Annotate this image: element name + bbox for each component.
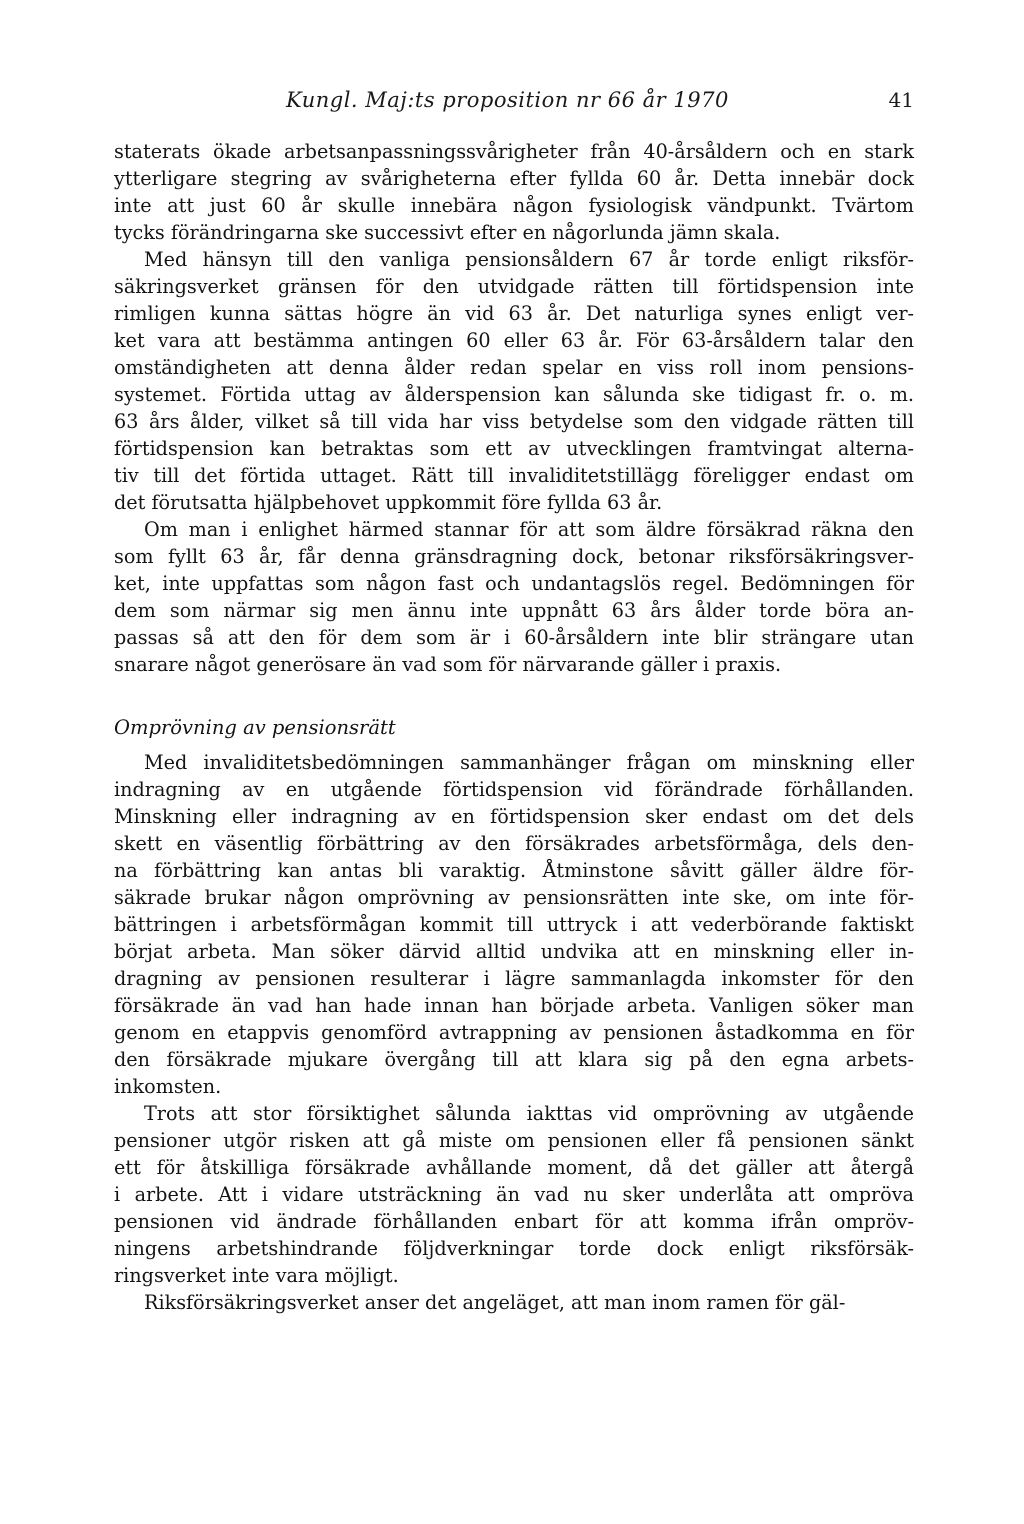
text-line: ytterligare stegring av svårigheterna efter fyllda 60 år. Detta innebär dock (114, 167, 914, 190)
bottom-section (114, 749, 914, 1316)
text-line: pensioner utgör risken att gå miste om pensionen eller få pensionen sänkt (114, 1129, 914, 1152)
text-line: staterats ökade arbetsanpassningssvårigheter från 40-årsåldern och en stark (114, 140, 914, 163)
text-line: rimligen kunna sättas högre än vid 63 år. Det naturliga synes enligt ver- (114, 302, 914, 325)
text-line: snarare något generösare än vad som för närvarande gäller i praxis. (114, 653, 782, 676)
text-line: ket, inte uppfattas som någon fast och undantagslös regel. Bedömningen för (114, 572, 914, 595)
text-line: ningens arbetshindrande följdverkningar torde dock enligt riksförsäk- (114, 1237, 914, 1260)
text-line: försäkrade än vad han hade innan han började arbeta. Vanligen söker man (114, 994, 914, 1017)
text-line: dragning av pensionen resulterar i lägre sammanlagda inkomster för den (114, 967, 914, 990)
text-line: Trots att stor försiktighet sålunda iakttas vid omprövning av utgående (144, 1102, 914, 1125)
text-line: dem som närmar sig men ännu inte uppnått 63 års ålder torde böra an- (114, 599, 914, 622)
text-line: ett för åtskilliga försäkrade avhållande moment, då det gäller att återgå (114, 1156, 914, 1179)
paragraph (114, 1289, 914, 1316)
text-line: genom en etappvis genomförd avtrappning av pensionen åstadkomma en för (114, 1021, 914, 1044)
text-line: pensionen vid ändrade förhållanden enbart för att komma ifrån ompröv- (114, 1210, 914, 1233)
text-line: inte att just 60 år skulle innebära någon fysiologisk vändpunkt. Tvärtom (114, 194, 914, 217)
top-section (114, 138, 914, 678)
text-line: tycks förändringarna ske successivt efter en någorlunda jämn skala. (114, 221, 781, 244)
text-line: den försäkrade mjukare övergång till att klara sig på den egna arbets- (114, 1048, 914, 1071)
page-number: 41 (888, 88, 914, 112)
text-line: som fyllt 63 år, får denna gränsdragning dock, betonar riksförsäkringsver- (114, 545, 914, 568)
paragraph (114, 138, 914, 246)
text-line: Minskning eller indragning av en förtidspension sker endast om det dels (114, 805, 914, 828)
text-line: ringsverket inte vara möjligt. (114, 1264, 399, 1287)
text-line: skett en väsentlig förbättring av den försäkrades arbetsförmåga, dels den- (114, 832, 914, 855)
text-line: indragning av en utgående förtidspension vid förändrade förhållanden. (114, 778, 914, 801)
text-line: omständigheten att denna ålder redan spelar en viss roll inom pensions- (114, 356, 914, 379)
text-line: passas så att den för dem som är i 60-årsåldern inte blir strängare utan (114, 626, 914, 649)
text-line: förtidspension kan betraktas som ett av utvecklingen framtvingat alterna- (114, 437, 914, 460)
text-line: tiv till det förtida uttaget. Rätt till invaliditetstillägg föreligger endast om (114, 464, 914, 487)
text-line: i arbete. Att i vidare utsträckning än vad nu sker underlåta att ompröva (114, 1183, 914, 1206)
body-text (114, 138, 914, 1316)
running-title: Kungl. Maj:ts proposition nr 66 år 1970 (286, 88, 729, 112)
paragraph (114, 246, 914, 516)
text-line: 63 års ålder, vilket så till vida har viss betydelse som den vidgade rätten till (114, 410, 914, 433)
text-line: systemet. Förtida uttag av ålderspension kan sålunda ske tidigast fr. o. m. (114, 383, 914, 406)
text-line: inkomsten. (114, 1075, 222, 1098)
paragraph (114, 516, 914, 678)
page-header (114, 88, 914, 126)
text-line: säkrade brukar någon omprövning av pensionsrätten inte ske, om inte för- (114, 886, 914, 909)
text-line: Med invaliditetsbedömningen sammanhänger frågan om minskning eller (144, 751, 914, 774)
text-line: Med hänsyn till den vanliga pensionsåldern 67 år torde enligt riksför- (144, 248, 914, 271)
text-line: ket vara att bestämma antingen 60 eller 63 år. För 63-årsåldern talar den (114, 329, 914, 352)
text-line: det förutsatta hjälpbehovet uppkommit före fyllda 63 år. (114, 491, 663, 514)
paragraph (114, 749, 914, 1100)
text-line: bättringen i arbetsförmågan kommit till uttryck i att vederbörande faktiskt (114, 913, 914, 936)
section-heading: Omprövning av pensionsrätt (114, 716, 396, 739)
text-line: Om man i enlighet härmed stannar för att som äldre försäkrad räkna den (144, 518, 914, 541)
document-page (114, 88, 914, 1316)
paragraph (114, 1100, 914, 1289)
text-line: börjat arbeta. Man söker därvid alltid undvika att en minskning eller in- (114, 940, 914, 963)
text-line: Riksförsäkringsverket anser det angeläget, att man inom ramen för gäl- (144, 1291, 846, 1314)
text-line: na förbättring kan antas bli varaktig. Åtminstone såvitt gäller äldre för- (114, 859, 914, 882)
text-line: säkringsverket gränsen för den utvidgade rätten till förtidspension inte (114, 275, 914, 298)
